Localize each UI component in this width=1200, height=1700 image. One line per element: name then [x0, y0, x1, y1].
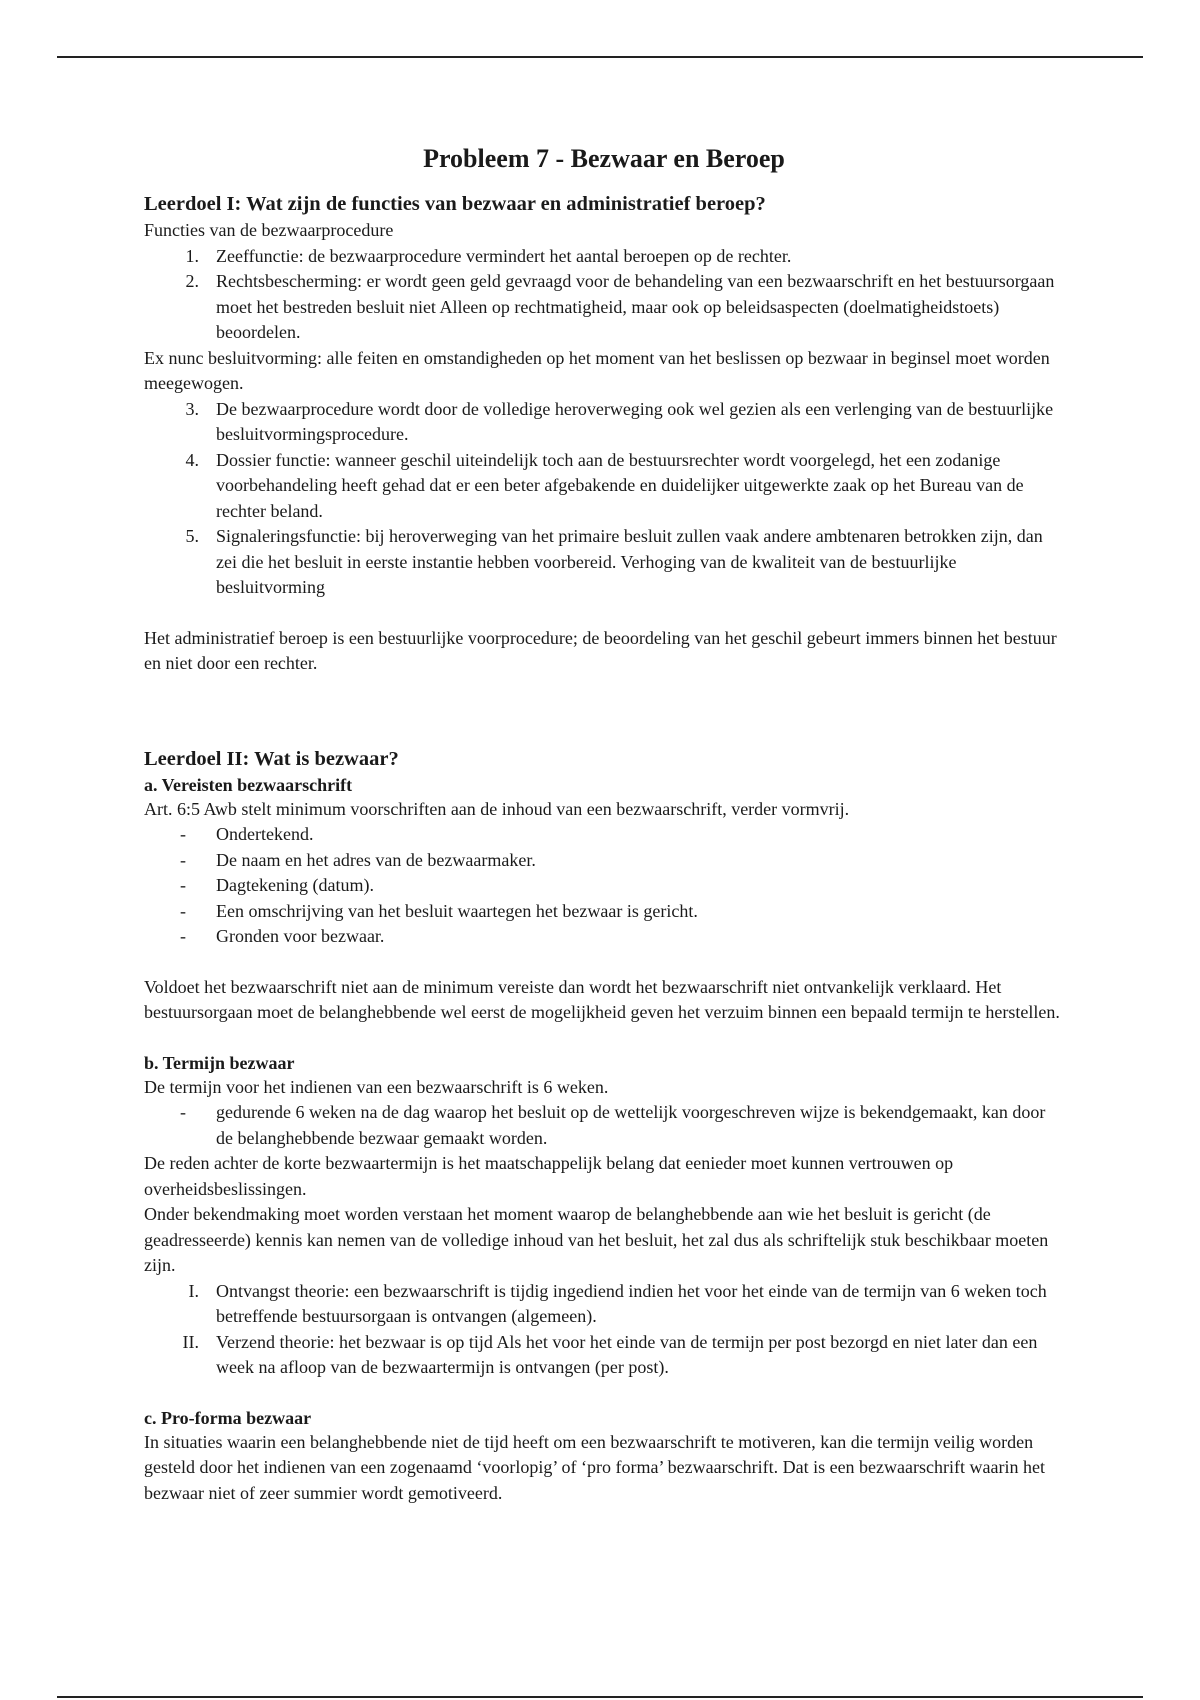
- list-item: [144, 269, 1064, 346]
- page-title: Probleem 7 - Bezwaar en Beroep: [423, 144, 785, 173]
- list-item-text: De bezwaarprocedure wordt door de volledige heroverweging ook wel gezien als een verlenging van de bestuurlijke besluitvormingsprocedure.: [216, 398, 1054, 444]
- paragraph-voldoet: Voldoet het bezwaarschrift niet aan de minimum vereiste dan wordt het bezwaarschrift niet ontvankelijk verklaard. Het bestuursorgaan moet de belanghebbende wel eerst de mogelijkheid geven het verzuim binnen een bepaald termijn te herstellen.: [144, 976, 1060, 1022]
- list-marker: 5.: [185, 526, 199, 546]
- list-item: [144, 899, 1064, 925]
- list-marker: II.: [182, 1331, 199, 1352]
- bullet-list: [144, 1100, 1064, 1151]
- list-item-text: Een omschrijving van het besluit waartegen het bezwaar is gericht.: [216, 900, 698, 921]
- roman-list: [144, 1279, 1064, 1381]
- document-body: [144, 143, 1064, 1506]
- list-item-text: Dagtekening (datum).: [216, 875, 374, 895]
- paragraph-pro-forma: In situaties waarin een belanghebbende niet de tijd heeft om een bezwaarschrift te motiveren, kan die termijn veilig worden gesteld door het indienen van een zogenaamd ‘voorlopig’ of ‘pro forma’ bezwaarschrift. Dat is een bezwaarschrift waarin het bezwaar niet of zeer summier wordt gemotiveerd.: [144, 1431, 1045, 1503]
- list-item-text: Verzend theorie: het bezwaar is op tijd Als het voor het einde van de termijn per post bezorgd en niet later dan een week na afloop van de bezwaartermijn is ontvangen (per post).: [216, 1331, 1038, 1377]
- paragraph-art-6-5: Art. 6:5 Awb stelt minimum voorschriften aan de inhoud van een bezwaarschrift, verder vormvrij.: [144, 798, 850, 819]
- list-marker: 3.: [185, 398, 199, 419]
- list-marker: -: [180, 1102, 186, 1122]
- section-heading-leerdoel-2: Leerdoel II: Wat is bezwaar?: [144, 747, 399, 770]
- bottom-rule: [57, 1696, 1143, 1698]
- list-marker: -: [180, 849, 186, 870]
- list-marker: -: [180, 824, 186, 844]
- list-item: [144, 448, 1064, 525]
- paragraph-ex-nunc: Ex nunc besluitvorming: alle feiten en omstandigheden op het moment van het beslissen op bezwaar in beginsel moet worden meegewogen.: [144, 347, 1050, 393]
- list-marker: 2.: [185, 271, 199, 291]
- list-item: [144, 873, 1064, 899]
- list-item: [144, 822, 1064, 848]
- list-item: [144, 924, 1064, 950]
- list-item-text: Ondertekend.: [216, 824, 314, 844]
- numbered-list: [144, 244, 1064, 346]
- list-marker: -: [180, 926, 186, 946]
- list-item: [144, 244, 1064, 270]
- list-item: [144, 1279, 1064, 1330]
- list-item-text: Zeeffunctie: de bezwaarprocedure vermindert het aantal beroepen op de rechter.: [216, 245, 792, 266]
- list-marker: 4.: [185, 449, 199, 470]
- list-item: [144, 848, 1064, 874]
- list-marker: -: [180, 900, 186, 921]
- list-item-text: Gronden voor bezwaar.: [216, 926, 385, 946]
- section-heading-leerdoel-1: Leerdoel I: Wat zijn de functies van bezwaar en administratief beroep?: [144, 193, 766, 215]
- list-item-text: Ontvangst theorie: een bezwaarschrift is tijdig ingediend indien het voor het einde van de termijn van 6 weken toch betreffende bestuursorgaan is ontvangen (algemeen).: [216, 1280, 1047, 1326]
- list-item-text: Rechtsbescherming: er wordt geen geld gevraagd voor de behandeling van een bezwaarschrift en het bestuursorgaan moet het bestreden besluit niet Alleen op rechtmatigheid, maar ook op beleidsaspecten (doelmatigheidstoets) beoordelen.: [216, 271, 1055, 342]
- subheading-vereisten: a. Vereisten bezwaarschrift: [144, 774, 353, 795]
- paragraph-termijn-intro: De termijn voor het indienen van een bezwaarschrift is 6 weken.: [144, 1076, 609, 1097]
- list-item-text: gedurende 6 weken na de dag waarop het besluit op de wettelijk voorgeschreven wijze is bekendgemaakt, kan door de belanghebbende bezwaar gemaakt worden.: [216, 1102, 1046, 1148]
- list-marker: -: [180, 875, 186, 895]
- list-item: [144, 397, 1064, 448]
- paragraph-reden: De reden achter de korte bezwaartermijn is het maatschappelijk belang dat eenieder moet kunnen vertrouwen op overheidsbeslissingen.: [144, 1153, 954, 1199]
- list-item-text: Dossier functie: wanneer geschil uiteindelijk toch aan de bestuursrechter wordt voorgelegd, het een zodanige voorbehandeling heeft gehad dat er een beter afgebakende en duidelijker uitgewerkte zaak op het Bureau van de rechter beland.: [216, 449, 1024, 521]
- list-marker: 1.: [185, 245, 199, 266]
- paragraph-admin-beroep: Het administratief beroep is een bestuurlijke voorprocedure; de beoordeling van het geschil gebeurt immers binnen het bestuur en niet door een rechter.: [144, 627, 1057, 673]
- top-rule: [57, 56, 1143, 58]
- subheading-pro-forma: c. Pro-forma bezwaar: [144, 1407, 312, 1428]
- list-item: [144, 1100, 1064, 1151]
- list-item-text: Signaleringsfunctie: bij heroverweging van het primaire besluit zullen vaak andere ambtenaren betrokken zijn, dan zei die het besluit in eerste instantie hebben voorbereid. Verhoging van de kwaliteit van de bestuurlijke besluitvorming: [216, 526, 1043, 597]
- bullet-list: [144, 822, 1064, 950]
- paragraph-bekendmaking: Onder bekendmaking moet worden verstaan het moment waarop de belanghebbende aan wie het besluit is gericht (de geadresseerde) kennis kan nemen van de volledige inhoud van het besluit, het zal dus als schriftelijk stuk beschikbaar moeten zijn.: [144, 1204, 1049, 1275]
- numbered-list: [144, 397, 1064, 601]
- list-item: [144, 524, 1064, 601]
- list-item-text: De naam en het adres van de bezwaarmaker.: [216, 849, 536, 870]
- list-marker: I.: [188, 1280, 199, 1301]
- list-item: [144, 1330, 1064, 1381]
- subheading-termijn: b. Termijn bezwaar: [144, 1052, 295, 1073]
- paragraph-intro: Functies van de bezwaarprocedure: [144, 220, 394, 240]
